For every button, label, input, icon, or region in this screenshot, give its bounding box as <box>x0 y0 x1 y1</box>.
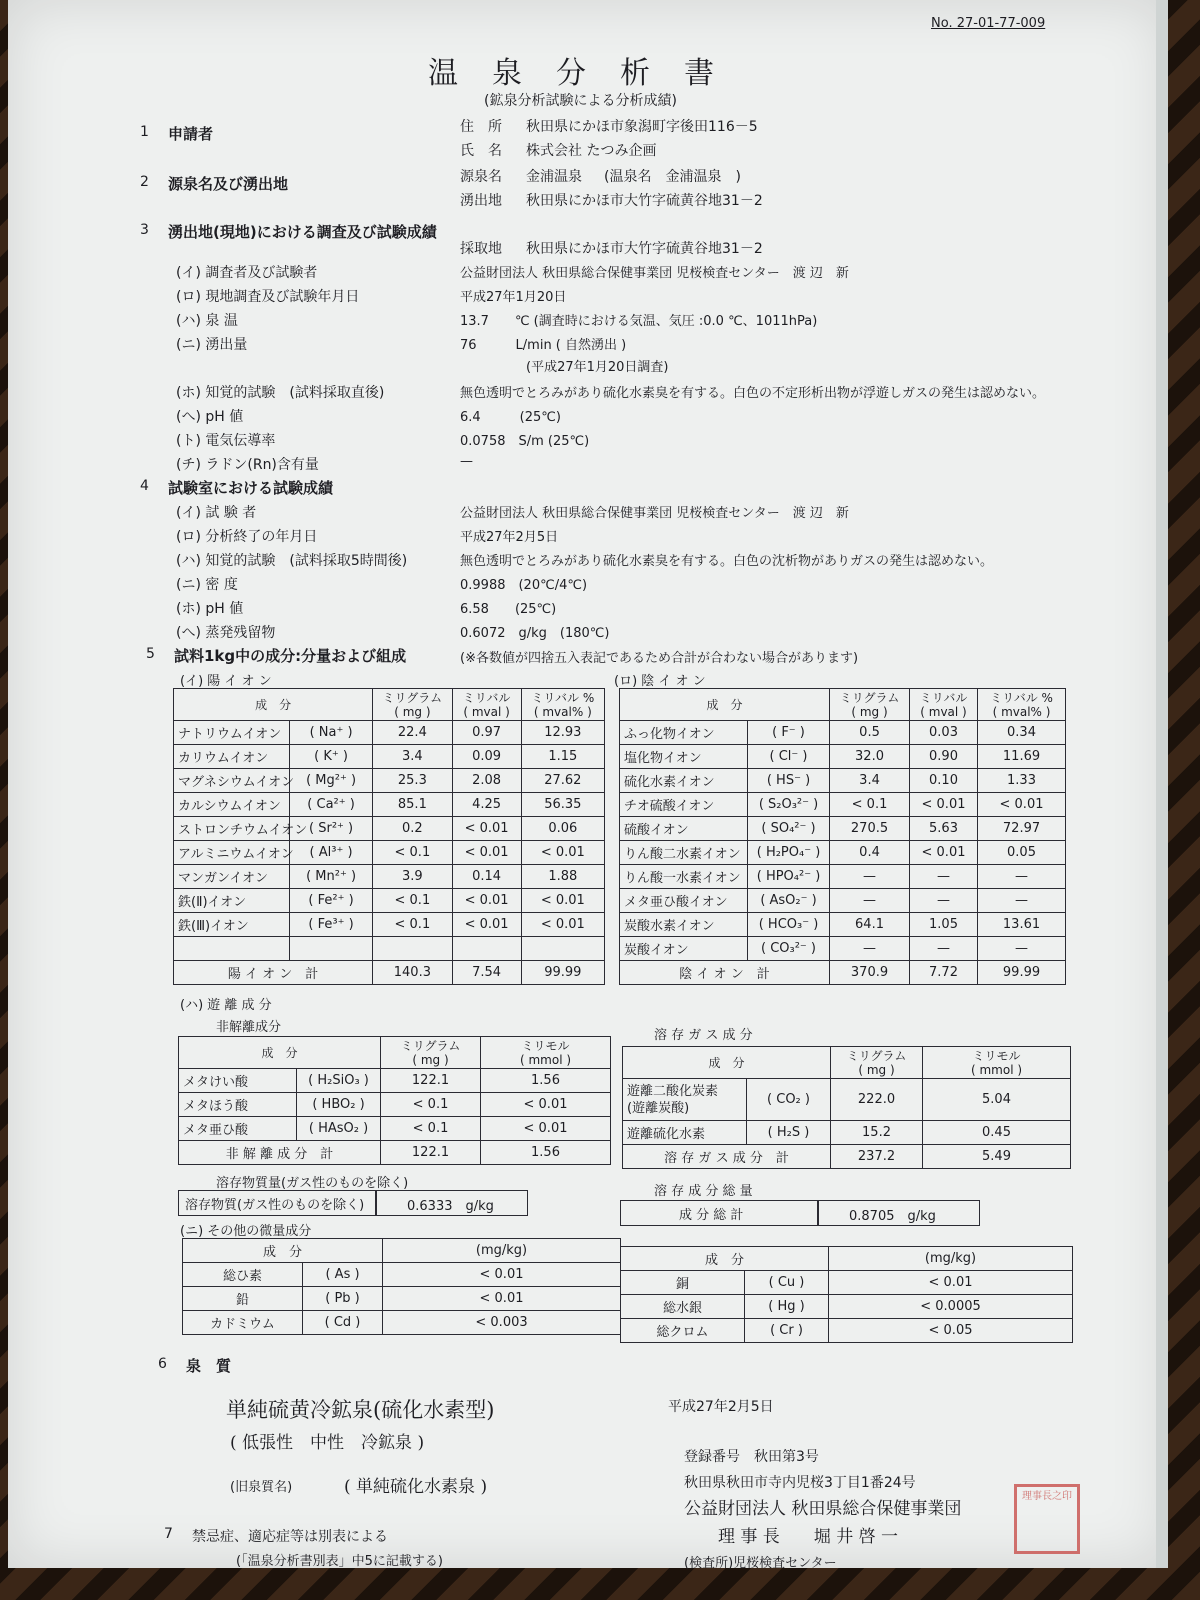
column-header: (mg/kg) <box>829 1247 1073 1271</box>
mg-value: 3.4 <box>830 769 910 793</box>
mval-percent-value: 1.33 <box>978 769 1066 793</box>
formula: ( Al³⁺ ) <box>289 841 372 865</box>
total-mg: 237.2 <box>831 1145 923 1169</box>
section-6-number: 6 <box>158 1356 167 1372</box>
field-label: (ニ) 湧出量 <box>176 337 248 353</box>
total-row <box>623 1145 1071 1169</box>
component-name: ストロンチウムイオン <box>174 817 290 841</box>
dissolved-matter-value: 0.6333 g/kg <box>407 1199 494 1214</box>
field-label: (ハ) 泉 温 <box>176 313 238 329</box>
total-mval-percent: 99.99 <box>978 961 1066 985</box>
mg-value <box>373 937 452 961</box>
onsen-name: (温泉名 金浦温泉 ) <box>604 169 741 185</box>
mval-percent-value: — <box>978 937 1066 961</box>
old-quality-label: (旧泉質名) <box>230 1480 293 1495</box>
component-name: ナトリウムイオン <box>174 721 290 745</box>
mg-value: 222.0 <box>831 1079 923 1121</box>
component-name: 鉛 <box>183 1287 303 1311</box>
formula: ( Cd ) <box>303 1311 383 1335</box>
table-row <box>179 1093 611 1117</box>
mval-percent-value: 11.69 <box>978 745 1066 769</box>
mval-percent-value: 1.15 <box>521 745 604 769</box>
field-label: (ニ) 密 度 <box>176 577 238 593</box>
section-2-heading: 源泉名及び湧出地 <box>168 175 289 193</box>
section-7-note: (「温泉分析書別表」中5に記載する) <box>236 1554 443 1569</box>
component-name: 総水銀 <box>621 1295 745 1319</box>
mval-value: — <box>910 865 978 889</box>
mg-value: 64.1 <box>830 913 910 937</box>
component-name: 遊離二酸化炭素 (遊離炭酸) <box>623 1079 747 1121</box>
component-name: 銅 <box>621 1271 745 1295</box>
trace-components-title: (ニ) その他の微量成分 <box>180 1224 312 1239</box>
cation-table-title: (イ) 陽 イ オ ン <box>180 674 272 689</box>
mval-value: — <box>910 889 978 913</box>
table-row <box>620 865 1066 889</box>
formula: ( Fe²⁺ ) <box>289 889 372 913</box>
section-3-heading: 湧出地(現地)における調査及び試験成績 <box>168 223 437 241</box>
mval-percent-value: < 0.01 <box>521 889 604 913</box>
field-label: (へ) 蒸発残留物 <box>176 625 276 641</box>
formula: ( Fe³⁺ ) <box>289 913 372 937</box>
section-5-number: 5 <box>146 646 155 662</box>
column-header: ミリモル ( mmol ) <box>481 1037 611 1069</box>
dissolved-gas-table <box>622 1046 1071 1169</box>
table-row <box>174 721 605 745</box>
mg-value: 25.3 <box>373 769 452 793</box>
source-name-label: 源泉名 <box>460 169 502 185</box>
table-row <box>174 841 605 865</box>
formula: ( HPO₄²⁻ ) <box>748 865 830 889</box>
mval-percent-value: 27.62 <box>521 769 604 793</box>
component-name: 鉄(Ⅲ)イオン <box>174 913 290 937</box>
spring-location-label: 湧出地 <box>460 193 502 209</box>
formula <box>289 937 372 961</box>
old-quality-name: ( 単純硫化水素泉 ) <box>344 1477 488 1497</box>
component-name: メタ亜ひ酸 <box>179 1117 297 1141</box>
total-mmol: 5.49 <box>923 1145 1071 1169</box>
component-name: マグネシウムイオン <box>174 769 290 793</box>
mval-value: 5.63 <box>910 817 978 841</box>
mg-value: < 0.1 <box>373 913 452 937</box>
total-label: 陽 イ オ ン 計 <box>174 961 373 985</box>
mg-per-kg-value: < 0.0005 <box>829 1295 1073 1319</box>
mg-value: 0.4 <box>830 841 910 865</box>
total-mmol: 1.56 <box>481 1141 611 1165</box>
column-header: 成 分 <box>621 1247 829 1271</box>
mg-value: — <box>830 937 910 961</box>
formula: ( S₂O₃²⁻ ) <box>748 793 830 817</box>
organization-address: 秋田県秋田市寺内児桜3丁目1番24号 <box>684 1475 916 1491</box>
table-row <box>621 1271 1073 1295</box>
registration-number: 登録番号 秋田第3号 <box>684 1449 819 1465</box>
table-row <box>174 913 605 937</box>
field-value: — <box>460 454 473 469</box>
mg-value: 0.5 <box>830 721 910 745</box>
component-name: メタほう酸 <box>179 1093 297 1117</box>
anion-table <box>619 688 1066 985</box>
mval-value: 0.03 <box>910 721 978 745</box>
field-value: 76 L/min ( 自然湧出 ) <box>460 338 627 353</box>
total-row <box>179 1141 611 1165</box>
mval-percent-value: 0.34 <box>978 721 1066 745</box>
component-name: 塩化物イオン <box>620 745 748 769</box>
table-row <box>623 1079 1071 1121</box>
mval-percent-value <box>521 937 604 961</box>
mg-value: < 0.1 <box>373 841 452 865</box>
component-name: 総ひ素 <box>183 1263 303 1287</box>
formula: ( HS⁻ ) <box>748 769 830 793</box>
mg-per-kg-value: < 0.003 <box>383 1311 621 1335</box>
component-name: 硫酸イオン <box>620 817 748 841</box>
field-label: (ホ) pH 値 <box>176 601 244 617</box>
mval-value: < 0.01 <box>452 841 521 865</box>
total-row <box>620 961 1066 985</box>
component-name: カドミウム <box>183 1311 303 1335</box>
table-row <box>174 769 605 793</box>
table-row <box>620 889 1066 913</box>
formula: ( SO₄²⁻ ) <box>748 817 830 841</box>
field-value: 6.4 (25℃) <box>460 410 561 425</box>
trace-table-right <box>620 1246 1073 1343</box>
formula: ( Mn²⁺ ) <box>289 865 372 889</box>
section-5-heading: 試料1kg中の成分:分量および組成 <box>174 647 407 665</box>
dissolved-gas-title: 溶 存 ガ ス 成 分 <box>654 1028 753 1043</box>
formula: ( K⁺ ) <box>289 745 372 769</box>
field-label: (ロ) 現地調査及び試験年月日 <box>176 289 360 305</box>
total-label: 非 解 離 成 分 計 <box>179 1141 381 1165</box>
cell-divider <box>817 1201 819 1225</box>
table-row <box>620 745 1066 769</box>
mval-value: 4.25 <box>452 793 521 817</box>
component-name: 総クロム <box>621 1319 745 1343</box>
applicant-name: 株式会社 たつみ企画 <box>526 143 657 159</box>
total-mval-percent: 99.99 <box>521 961 604 985</box>
non-dissociated-title: 非解離成分 <box>216 1020 282 1035</box>
table-row <box>174 745 605 769</box>
document-title: 温泉分析書 <box>428 56 748 91</box>
total-dissolved-value: 0.8705 g/kg <box>849 1209 936 1224</box>
column-header: 成 分 <box>623 1047 831 1079</box>
field-label: (ト) 電気伝導率 <box>176 433 276 449</box>
mg-value: 270.5 <box>830 817 910 841</box>
official-seal: 理事長之印 <box>1014 1484 1080 1554</box>
formula: ( Cl⁻ ) <box>748 745 830 769</box>
table-row <box>623 1121 1071 1145</box>
component-name: カリウムイオン <box>174 745 290 769</box>
mval-value: 0.97 <box>452 721 521 745</box>
field-value: 無色透明でとろみがあり硫化水素臭を有する。白色の不定形析出物が浮遊しガスの発生は認めない。 <box>460 386 1046 401</box>
rounding-note: (※各数値が四捨五入表記であるため合計が合わない場合があります) <box>460 651 859 666</box>
table-row <box>183 1287 621 1311</box>
field-value: 0.6072 g/kg (180℃) <box>460 626 610 641</box>
signatory: 理 事 長 堀 井 啓 一 <box>718 1527 899 1547</box>
mg-value: < 0.1 <box>381 1117 481 1141</box>
column-header: ミリバル % ( mval% ) <box>521 689 604 721</box>
source-name: 金浦温泉 <box>526 169 582 185</box>
component-name: 炭酸イオン <box>620 937 748 961</box>
field-label: (イ) 調査者及び試験者 <box>176 265 318 281</box>
non-dissociated-table <box>178 1036 611 1165</box>
mval-value: < 0.01 <box>452 817 521 841</box>
component-name: メタ亜ひ酸イオン <box>620 889 748 913</box>
mg-value: — <box>830 889 910 913</box>
mval-percent-value: < 0.01 <box>521 841 604 865</box>
field-label: (ハ) 知覚的試験 (試料採取5時間後) <box>176 553 408 569</box>
total-mg: 370.9 <box>830 961 910 985</box>
total-mval: 7.72 <box>910 961 978 985</box>
component-name: りん酸二水素イオン <box>620 841 748 865</box>
dissolved-matter-label: 溶存物質(ガス性のものを除く) <box>185 1198 365 1213</box>
document-subtitle: (鉱泉分析試験による分析成績) <box>484 93 677 109</box>
component-name: りん酸一水素イオン <box>620 865 748 889</box>
field-label: (へ) pH 値 <box>176 409 244 425</box>
component-name: 硫化水素イオン <box>620 769 748 793</box>
component-name: マンガンイオン <box>174 865 290 889</box>
mg-value: 32.0 <box>830 745 910 769</box>
section-2-number: 2 <box>140 174 149 190</box>
field-label: (イ) 試 験 者 <box>176 505 257 521</box>
sampling-site: 秋田県にかほ市大竹字硫黄谷地31－2 <box>526 241 763 257</box>
formula: ( Sr²⁺ ) <box>289 817 372 841</box>
formula: ( Pb ) <box>303 1287 383 1311</box>
formula: ( F⁻ ) <box>748 721 830 745</box>
formula: ( As ) <box>303 1263 383 1287</box>
total-mg: 140.3 <box>373 961 452 985</box>
table-row <box>621 1319 1073 1343</box>
field-value: 平成27年2月5日 <box>460 530 559 545</box>
mg-per-kg-value: < 0.05 <box>829 1319 1073 1343</box>
field-label: (ホ) 知覚的試験 (試料採取直後) <box>176 385 385 401</box>
mval-value: 0.10 <box>910 769 978 793</box>
column-header: ミリグラム ( mg ) <box>831 1047 923 1079</box>
table-row <box>179 1117 611 1141</box>
table-row <box>183 1263 621 1287</box>
mval-value: < 0.01 <box>910 793 978 817</box>
field-value: 無色透明でとろみがあり硫化水素臭を有する。白色の沈析物がありガスの発生は認めない。 <box>460 554 994 569</box>
mval-percent-value: 1.88 <box>521 865 604 889</box>
mg-value: 3.9 <box>373 865 452 889</box>
mval-value: 0.09 <box>452 745 521 769</box>
mg-value: 3.4 <box>373 745 452 769</box>
mmol-value: < 0.01 <box>481 1117 611 1141</box>
section-4-number: 4 <box>140 478 149 494</box>
mval-percent-value: 13.61 <box>978 913 1066 937</box>
formula: ( H₂S ) <box>747 1121 831 1145</box>
mval-value: 0.90 <box>910 745 978 769</box>
inspection-office: (検査所)児桜検査センター <box>684 1556 837 1571</box>
total-label: 溶 存 ガ ス 成 分 計 <box>623 1145 831 1169</box>
section-6-heading: 泉 質 <box>186 1357 232 1375</box>
mg-value: 0.2 <box>373 817 452 841</box>
component-name: カルシウムイオン <box>174 793 290 817</box>
column-header: 成 分 <box>620 689 830 721</box>
mval-percent-value: 12.93 <box>521 721 604 745</box>
total-dissolved-box <box>620 1200 980 1226</box>
component-name <box>174 937 290 961</box>
mval-value: < 0.01 <box>452 913 521 937</box>
column-header: ミリバル ( mval ) <box>452 689 521 721</box>
field-value: 平成27年1月20日 <box>460 290 567 305</box>
table-row <box>620 793 1066 817</box>
column-header: ミリバル % ( mval% ) <box>978 689 1066 721</box>
formula: ( Hg ) <box>745 1295 829 1319</box>
table-row <box>620 937 1066 961</box>
table-row <box>620 841 1066 865</box>
mg-value: < 0.1 <box>830 793 910 817</box>
mval-value: 0.14 <box>452 865 521 889</box>
document-page <box>8 0 1168 1571</box>
column-header: ミリグラム ( mg ) <box>381 1037 481 1069</box>
spring-location: 秋田県にかほ市大竹字硫黄谷地31－2 <box>526 193 763 209</box>
field-label: (チ) ラドン(Rn)含有量 <box>176 457 319 473</box>
total-mval: 7.54 <box>452 961 521 985</box>
dissolved-matter-box <box>178 1190 528 1216</box>
anion-table-title: (ロ) 陰 イ オ ン <box>614 674 706 689</box>
column-header: ミリグラム ( mg ) <box>830 689 910 721</box>
mval-value: 1.05 <box>910 913 978 937</box>
mg-per-kg-value: < 0.01 <box>383 1263 621 1287</box>
field-label: (ロ) 分析終了の年月日 <box>176 529 318 545</box>
formula: ( HCO₃⁻ ) <box>748 913 830 937</box>
field-value: 公益財団法人 秋田県総合保健事業団 児桜検査センター 渡 辺 新 <box>460 506 849 521</box>
formula: ( AsO₂⁻ ) <box>748 889 830 913</box>
sampling-site-label: 採取地 <box>460 241 502 257</box>
formula: ( HBO₂ ) <box>297 1093 381 1117</box>
free-components-title: (ハ) 遊 離 成 分 <box>180 998 272 1013</box>
cell-divider <box>375 1191 377 1215</box>
formula: ( CO₃²⁻ ) <box>748 937 830 961</box>
table-row <box>174 937 605 961</box>
table-row <box>174 817 605 841</box>
mval-value: — <box>910 937 978 961</box>
mmol-value: 0.45 <box>923 1121 1071 1145</box>
component-name: ふっ化物イオン <box>620 721 748 745</box>
table-row <box>621 1295 1073 1319</box>
field-value: 0.0758 S/m (25℃) <box>460 434 590 449</box>
formula: ( Na⁺ ) <box>289 721 372 745</box>
column-header: (mg/kg) <box>383 1239 621 1263</box>
table-row <box>620 769 1066 793</box>
total-dissolved-label: 成 分 総 計 <box>679 1208 744 1223</box>
column-header: ミリバル ( mval ) <box>910 689 978 721</box>
column-header: 成 分 <box>174 689 373 721</box>
dissolved-matter-title: 溶存物質量(ガス性のものを除く) <box>216 1176 409 1191</box>
applicant-name-label: 氏 名 <box>460 143 502 159</box>
mval-value <box>452 937 521 961</box>
component-name: 遊離硫化水素 <box>623 1121 747 1145</box>
component-name: 鉄(Ⅱ)イオン <box>174 889 290 913</box>
cation-table <box>173 688 605 985</box>
table-row <box>174 793 605 817</box>
component-name: チオ硫酸イオン <box>620 793 748 817</box>
section-7-number: 7 <box>164 1526 173 1542</box>
formula: ( HAsO₂ ) <box>297 1117 381 1141</box>
formula: ( Ca²⁺ ) <box>289 793 372 817</box>
applicant-address: 秋田県にかほ市象潟町字後田116－5 <box>526 119 758 135</box>
mg-value: 22.4 <box>373 721 452 745</box>
field-value: 13.7 ℃ (調査時における気温、気圧 :0.0 ℃、1011hPa) <box>460 314 818 329</box>
mval-value: < 0.01 <box>452 889 521 913</box>
mg-value: 15.2 <box>831 1121 923 1145</box>
mval-percent-value: — <box>978 865 1066 889</box>
organization-name: 公益財団法人 秋田県総合保健事業団 <box>684 1499 962 1519</box>
table-row <box>183 1311 621 1335</box>
mmol-value: < 0.01 <box>481 1093 611 1117</box>
field-value: 0.9988 (20℃/4℃) <box>460 578 588 593</box>
column-header: 成 分 <box>183 1239 383 1263</box>
table-row <box>620 817 1066 841</box>
mval-value: < 0.01 <box>910 841 978 865</box>
table-row <box>620 721 1066 745</box>
mg-value: — <box>830 865 910 889</box>
table-row <box>174 865 605 889</box>
formula: ( H₂SiO₃ ) <box>297 1069 381 1093</box>
table-row <box>174 889 605 913</box>
section-1-heading: 申請者 <box>168 125 214 143</box>
total-row <box>174 961 605 985</box>
total-mg: 122.1 <box>381 1141 481 1165</box>
formula: ( H₂PO₄⁻ ) <box>748 841 830 865</box>
mg-value: < 0.1 <box>381 1093 481 1117</box>
spring-quality-sub: ( 低張性 中性 冷鉱泉 ) <box>230 1433 425 1453</box>
table-row <box>620 913 1066 937</box>
formula: ( Cr ) <box>745 1319 829 1343</box>
column-header: ミリモル ( mmol ) <box>923 1047 1071 1079</box>
section-4-heading: 試験室における試験成績 <box>168 479 334 497</box>
section-7-heading: 禁忌症、適応症等は別表による <box>192 1529 388 1545</box>
component-name: 炭酸水素イオン <box>620 913 748 937</box>
mval-value: 2.08 <box>452 769 521 793</box>
column-header: ミリグラム ( mg ) <box>373 689 452 721</box>
mval-percent-value: 72.97 <box>978 817 1066 841</box>
section-3-number: 3 <box>140 222 149 238</box>
document-number: No. 27-01-77-009 <box>931 16 1046 31</box>
mg-per-kg-value: < 0.01 <box>829 1271 1073 1295</box>
table-row <box>179 1069 611 1093</box>
total-dissolved-title: 溶 存 成 分 総 量 <box>654 1184 753 1199</box>
mg-value: < 0.1 <box>373 889 452 913</box>
field-value: 6.58 (25℃) <box>460 602 557 617</box>
field-value: (平成27年1月20日調査) <box>526 360 669 375</box>
issue-date: 平成27年2月5日 <box>668 1399 774 1415</box>
mval-percent-value: < 0.01 <box>521 913 604 937</box>
mmol-value: 1.56 <box>481 1069 611 1093</box>
mval-percent-value: < 0.01 <box>978 793 1066 817</box>
formula: ( CO₂ ) <box>747 1079 831 1121</box>
frame-glass-edge <box>1156 0 1168 1568</box>
mval-percent-value: 0.06 <box>521 817 604 841</box>
formula: ( Mg²⁺ ) <box>289 769 372 793</box>
component-name: メタけい酸 <box>179 1069 297 1093</box>
section-1-number: 1 <box>140 124 149 140</box>
mg-value: 122.1 <box>381 1069 481 1093</box>
mmol-value: 5.04 <box>923 1079 1071 1121</box>
total-label: 陰 イ オ ン 計 <box>620 961 830 985</box>
trace-table-left <box>182 1238 621 1335</box>
applicant-address-label: 住 所 <box>460 119 502 135</box>
field-value: 公益財団法人 秋田県総合保健事業団 児桜検査センター 渡 辺 新 <box>460 266 849 281</box>
component-name: アルミニウムイオン <box>174 841 290 865</box>
mval-percent-value: 56.35 <box>521 793 604 817</box>
column-header: 成 分 <box>179 1037 381 1069</box>
formula: ( Cu ) <box>745 1271 829 1295</box>
mg-value: 85.1 <box>373 793 452 817</box>
mg-per-kg-value: < 0.01 <box>383 1287 621 1311</box>
mval-percent-value: 0.05 <box>978 841 1066 865</box>
mval-percent-value: — <box>978 889 1066 913</box>
spring-quality: 単純硫黄冷鉱泉(硫化水素型) <box>226 1398 495 1422</box>
